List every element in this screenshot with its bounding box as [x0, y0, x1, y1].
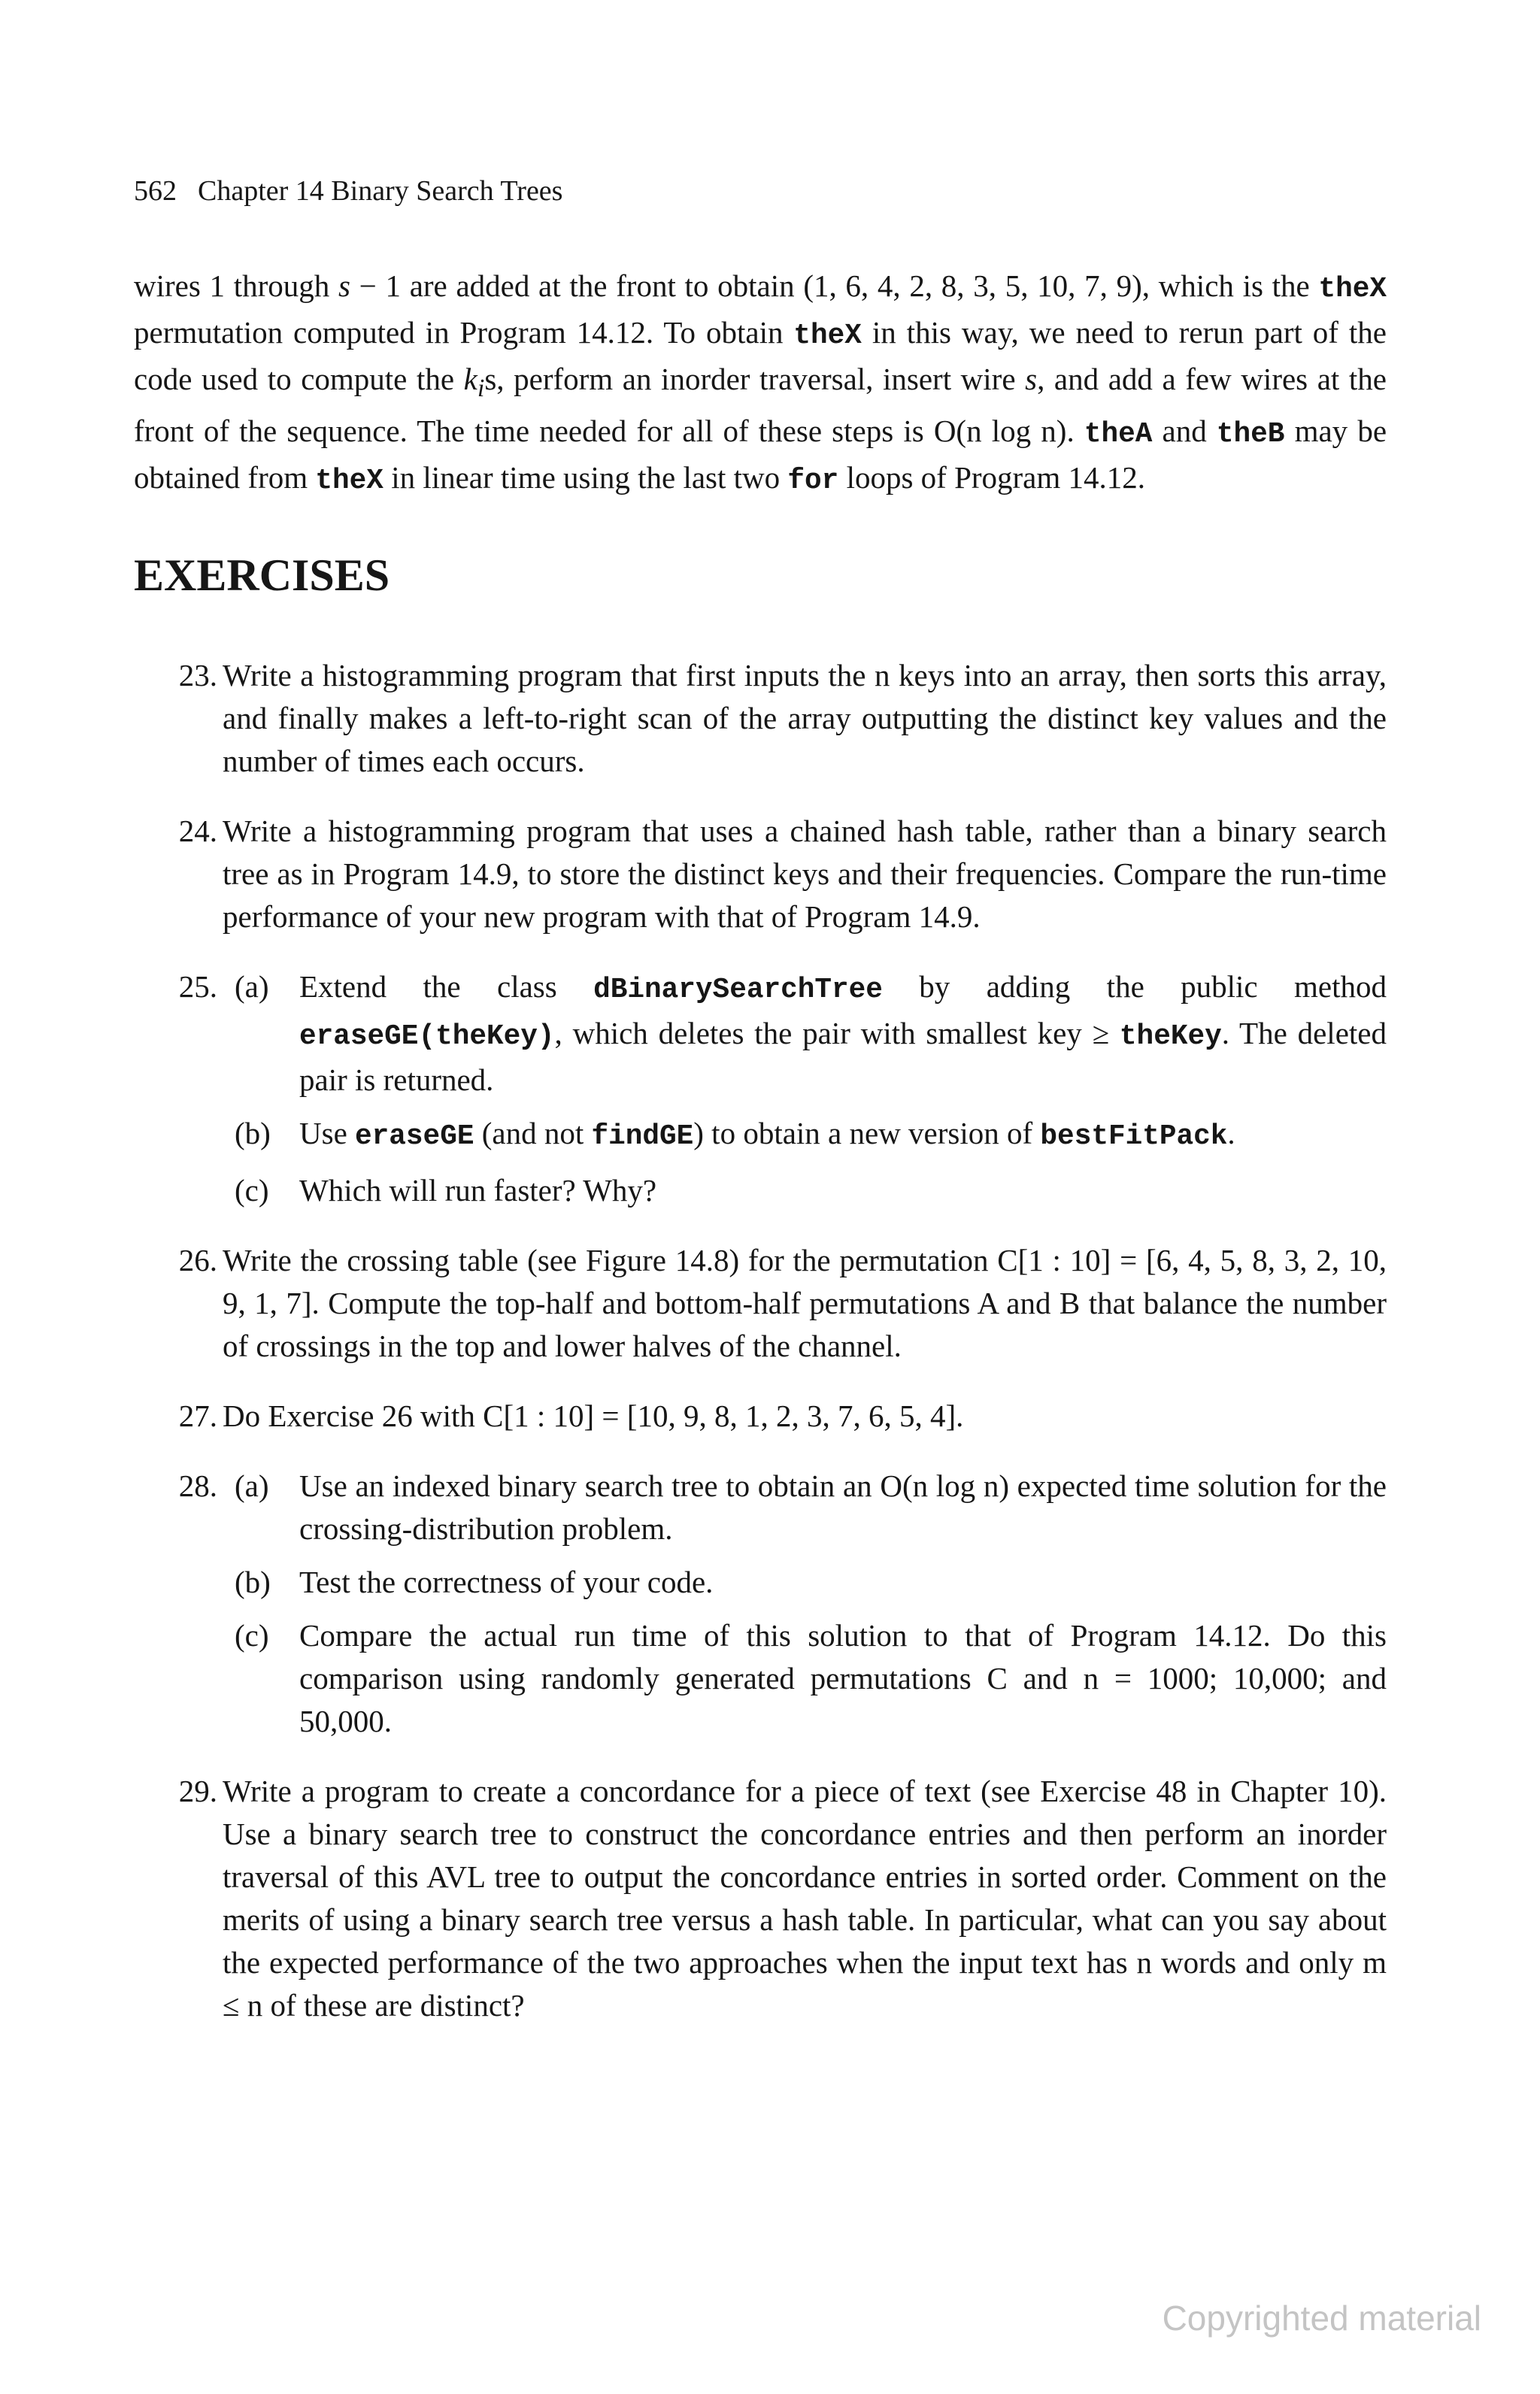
- part-text: Which will run faster? Why?: [299, 1173, 657, 1208]
- intro-paragraph: [134, 265, 1387, 503]
- code-term: theB: [1216, 419, 1285, 451]
- exercise-text: Write a histogramming program that uses a chained hash table, rather than a binary search tree as in Program 14.9, to store the distinct keys and their frequencies. Compare the run-time performance of your new program with that of Program 14.9.: [223, 814, 1387, 934]
- exercise-text: Write a program to create a concordance for a piece of text (see Exercise 48 in Chapter 10). Use a binary search tree to construct the concordance entries and then perform an inorder traversal of this AVL tree to output the concordance entries in sorted order. Comment on the merits of using a binary search tree versus a hash table. In particular, what can you say about the expected performance of the two approaches when the input text has n words and only m ≤ n of these are distinct?: [223, 1774, 1387, 2023]
- part-text-run: (and not: [474, 1116, 592, 1150]
- intro-text: s, perform an inorder traversal, insert wire: [484, 362, 1026, 396]
- exercise-part-a: [223, 1465, 1387, 1550]
- exercise-text: Write a histogramming program that first inputs the n keys into an array, then sorts this array, and finally makes a left-to-right scan of the array outputting the distinct key values and the number of times each occurs.: [223, 658, 1387, 778]
- copyright-watermark: Copyrighted material: [1162, 2299, 1481, 2338]
- exercise-number: 29.: [178, 1774, 217, 1808]
- part-text: Use an indexed binary search tree to obtain an O(n log n) expected time solution for the crossing-distribution problem.: [299, 1468, 1387, 1546]
- code-term: eraseGE(theKey): [299, 1021, 555, 1053]
- part-label: (b): [235, 1116, 271, 1150]
- part-text: [299, 1112, 1387, 1159]
- exercise-number: 28.: [178, 1468, 217, 1503]
- exercise-text: Write the crossing table (see Figure 14.8) for the permutation C[1 : 10] = [6, 4, 5, 8, 3, 2, 10, 9, 1, 7]. Compute the top-half and bottom-half permutations A and B that balance the number of crossings in the top and lower halves of the channel.: [223, 1243, 1387, 1363]
- intro-text: in this way, we need to rerun part of the code used to compute the: [134, 315, 1387, 396]
- exercise-text: Do Exercise 26 with C[1 : 10] = [10, 9, 8, 1, 2, 3, 7, 6, 5, 4].: [223, 1399, 964, 1433]
- code-term: dBinarySearchTree: [593, 974, 883, 1006]
- code-term: eraseGE: [355, 1121, 474, 1153]
- exercise-25: [0, 965, 1540, 1212]
- code-term: for: [787, 465, 839, 498]
- exercise-number: 27.: [178, 1399, 217, 1433]
- code-term: theX: [793, 320, 862, 352]
- exercise-part-b: [223, 1561, 1387, 1604]
- exercise-parts: [223, 1465, 1387, 1743]
- part-text-run: .: [1227, 1116, 1235, 1150]
- math-var: k: [463, 362, 477, 396]
- intro-text: − 1 are added at the front to obtain (1, 6, 4, 2, 8, 3, 5, 10, 7, 9), which is the: [350, 268, 1319, 303]
- code-term: theX: [1318, 274, 1387, 305]
- exercise-number: 25.: [178, 969, 217, 1004]
- exercise-29: [0, 1770, 1540, 2027]
- intro-text: in linear time using the last two: [383, 460, 788, 495]
- part-label: (a): [235, 1468, 269, 1503]
- part-text-run: Extend the class: [299, 969, 594, 1004]
- intro-text: may be obtained from: [134, 414, 1387, 495]
- part-label: (c): [235, 1173, 269, 1208]
- exercise-part-c: [223, 1169, 1387, 1212]
- exercise-list: [0, 654, 1540, 2054]
- part-label: (b): [235, 1565, 271, 1599]
- code-term: bestFitPack: [1040, 1121, 1228, 1153]
- intro-text: .: [1066, 414, 1084, 449]
- exercise-number: 26.: [178, 1243, 217, 1277]
- part-label: (a): [235, 969, 269, 1004]
- intro-text: permutation computed in Program 14.12. To obtain: [134, 315, 794, 350]
- part-text-run: , which deletes the pair with smallest key ≥: [554, 1016, 1120, 1050]
- exercise-26: [0, 1239, 1540, 1368]
- intro-text: wires 1 through: [134, 268, 338, 303]
- page-number: 562: [134, 175, 177, 207]
- part-text: Compare the actual run time of this solution to that of Program 14.12. Do this comparison using randomly generated permutations C and n = 1000; 10,000; and 50,000.: [299, 1618, 1387, 1738]
- part-text-run: Use: [299, 1116, 356, 1150]
- part-text: [299, 965, 1387, 1102]
- exercise-24: [0, 810, 1540, 938]
- part-text-run: ) to obtain a new version of: [693, 1116, 1041, 1150]
- intro-text: , and add a few wires at the front of the sequence. The time needed for all of these steps is: [134, 362, 1387, 449]
- code-term: theX: [315, 465, 383, 498]
- chapter-title: Chapter 14 Binary Search Trees: [198, 175, 563, 207]
- code-term: theKey: [1119, 1021, 1222, 1053]
- math-var: s: [338, 268, 350, 303]
- exercise-number: 24.: [178, 814, 217, 848]
- exercise-parts: [223, 965, 1387, 1212]
- exercise-27: [0, 1395, 1540, 1438]
- exercise-23: [0, 654, 1540, 783]
- intro-text: and: [1152, 414, 1217, 449]
- intro-text: loops of Program 14.12.: [838, 460, 1146, 495]
- running-head: [134, 173, 562, 209]
- part-text-run: by adding the public method: [882, 969, 1387, 1004]
- code-term: findGE: [591, 1121, 694, 1153]
- math-expression: O(n log n): [933, 414, 1067, 449]
- part-label: (c): [235, 1618, 269, 1653]
- math-var: s: [1025, 362, 1038, 396]
- section-heading: EXERCISES: [134, 550, 390, 600]
- exercise-part-c: [223, 1614, 1387, 1743]
- exercise-part-a: [223, 965, 1387, 1102]
- exercise-part-b: [223, 1112, 1387, 1159]
- math-subscript: i: [477, 374, 485, 403]
- exercise-number: 23.: [178, 658, 217, 692]
- part-text: Test the correctness of your code.: [299, 1565, 714, 1599]
- part-text-run: . The deleted pair is returned.: [299, 1016, 1387, 1097]
- code-term: theA: [1084, 419, 1153, 451]
- exercise-28: [0, 1465, 1540, 1743]
